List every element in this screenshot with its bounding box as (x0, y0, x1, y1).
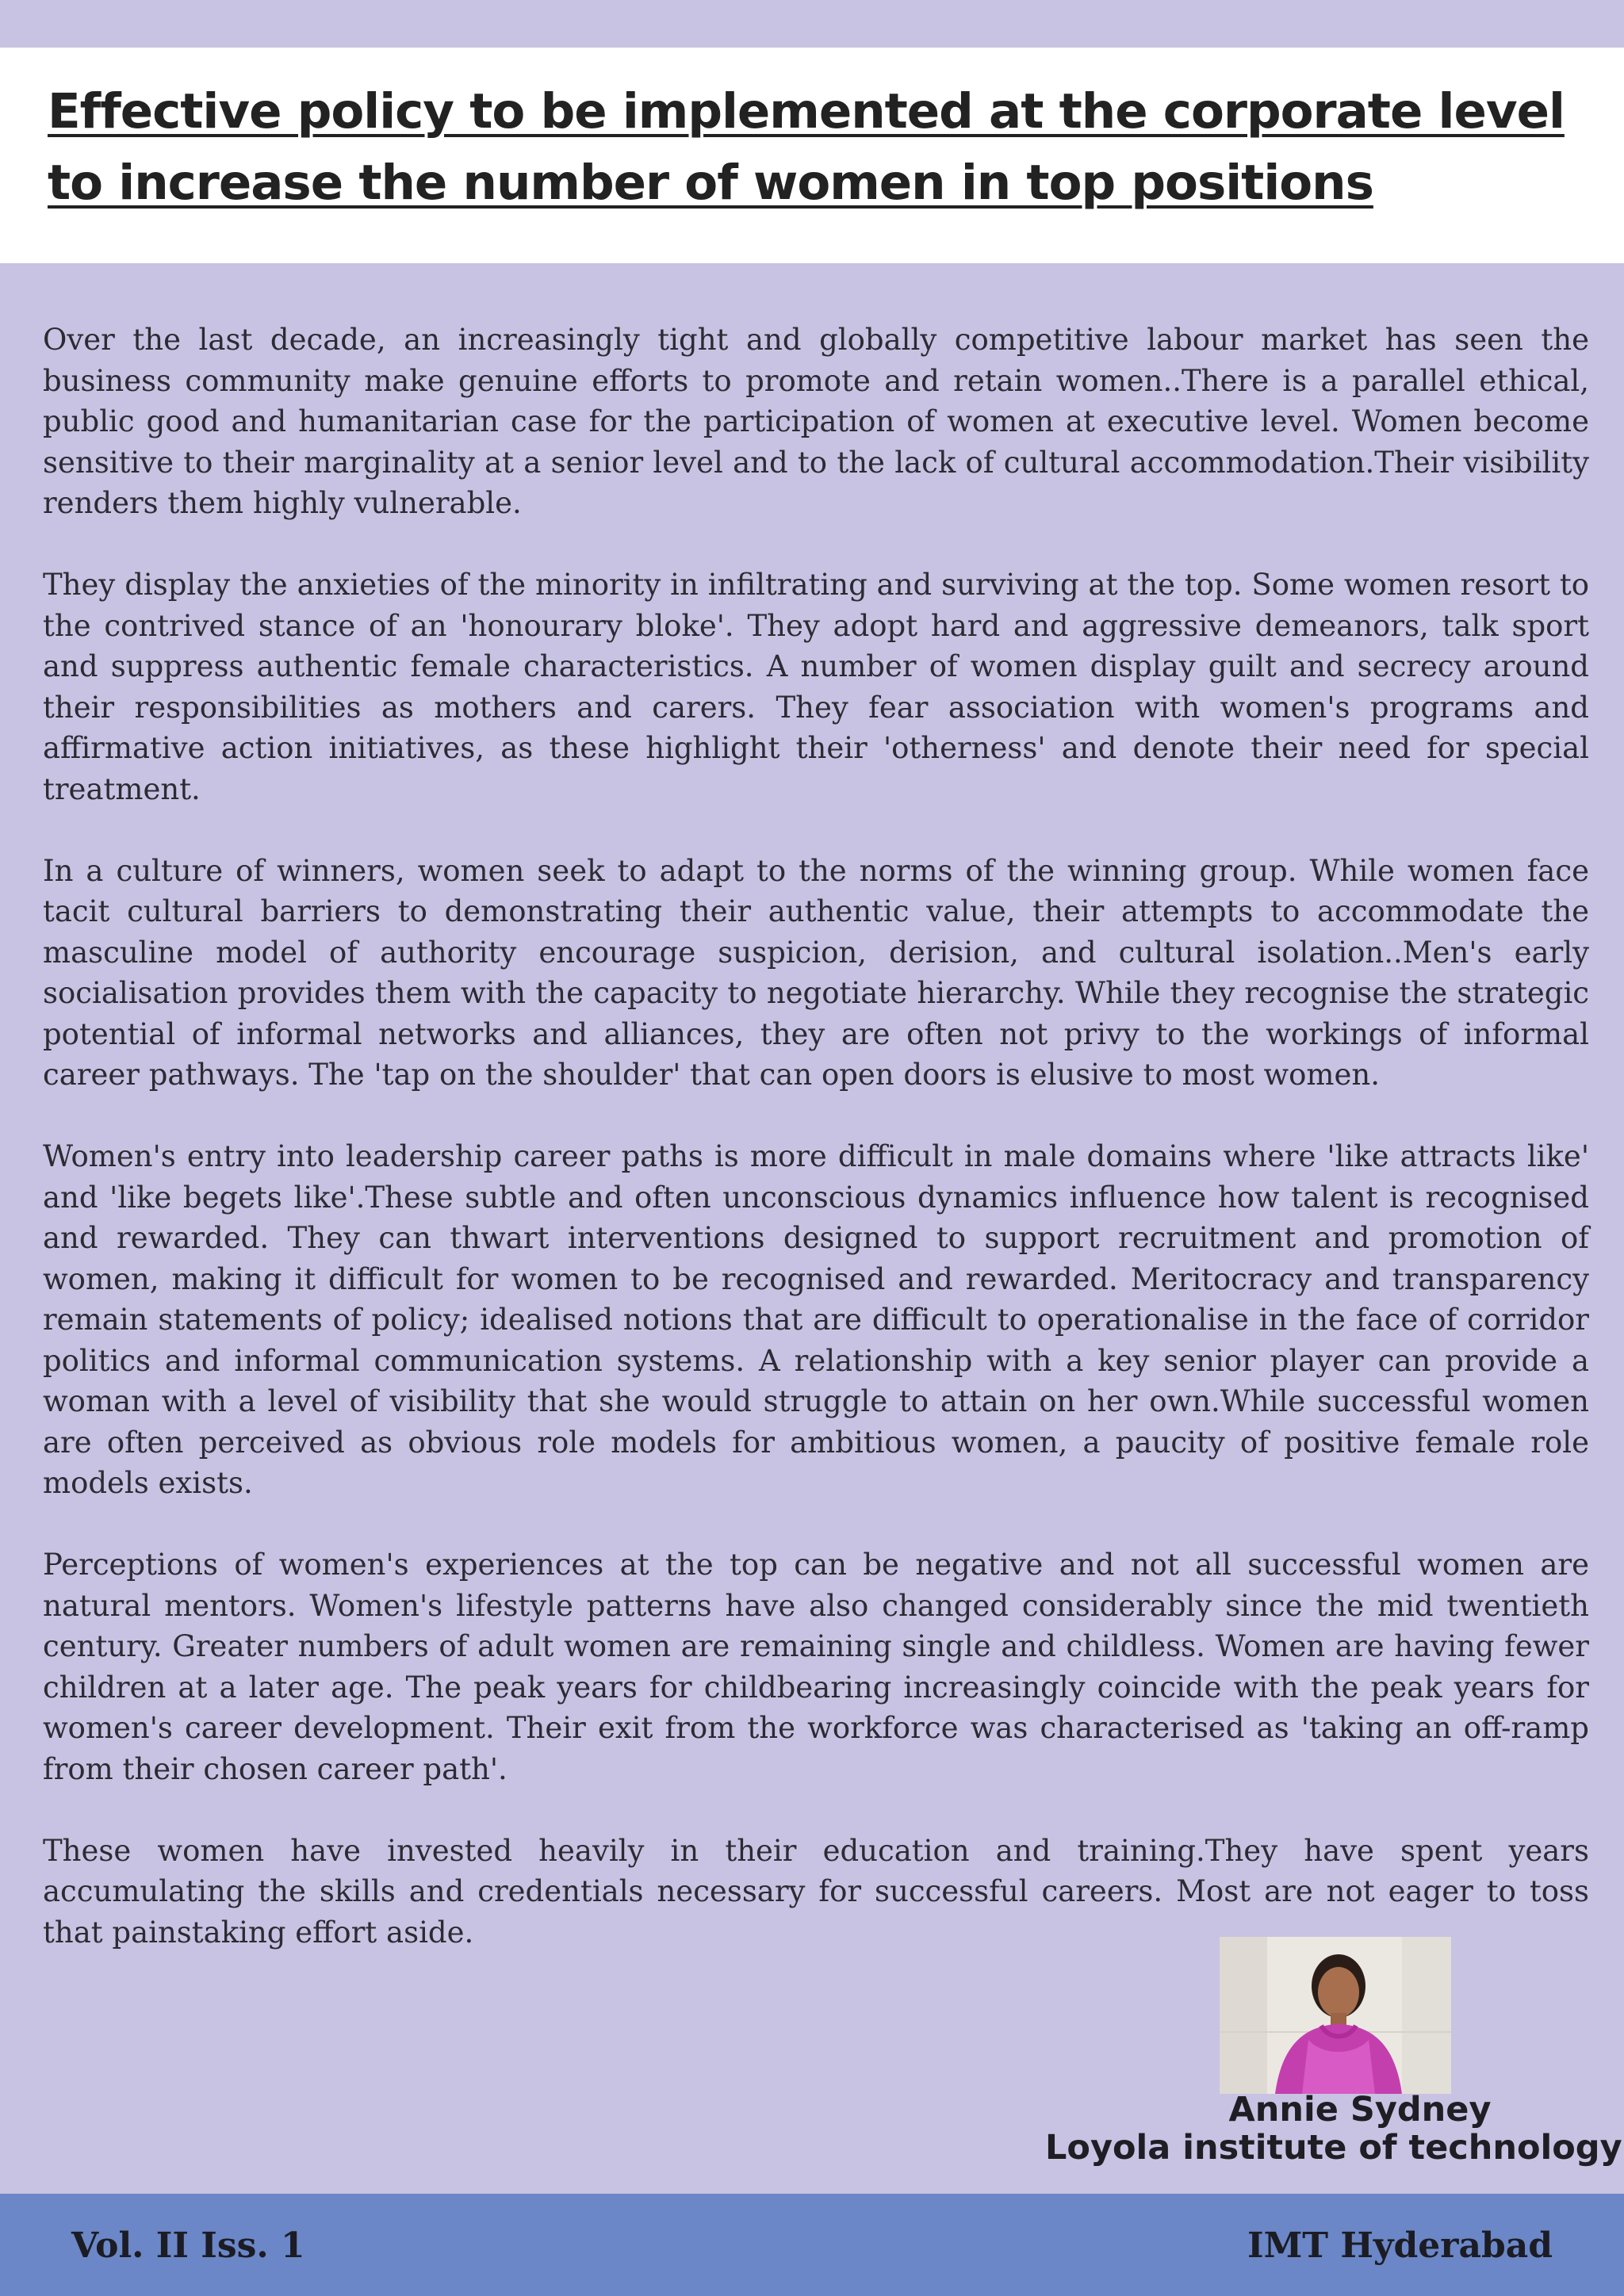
publisher-label: IMT Hyderabad (1247, 2225, 1553, 2266)
paragraph-1: Over the last decade, an increasingly tight and globally competitive labour market has seen the business community make genuine efforts to promote and retain women..There is a parallel ethical, public good and humanitarian case for the participation of women at executive level. Women become sensitive to their marginality at a senior level and to the lack of cultural accommodation.Their visibility renders them highly vulnerable. (43, 323, 1589, 520)
author-institution: Loyola institute of technology (1045, 2128, 1622, 2168)
article-body (43, 320, 1589, 1994)
paragraph-3: In a culture of winners, women seek to adapt to the norms of the winning group. While women face tacit cultural barriers to demonstrating their authentic value, their attempts to accommodate the masculine model of authority encourage suspicion, derision, and cultural isolation..Men's early socialisation provides them with the capacity to negotiate hierarchy. While they recognise the strategic potential of informal networks and alliances, they are often not privy to the workings of informal career pathways. The 'tap on the shoulder' that can open doors is elusive to most women. (43, 853, 1589, 1092)
paragraph-2: They display the anxieties of the minority in infiltrating and surviving at the top. Some women resort to the contrived stance of an 'honourary bloke'. They adopt hard and aggressive demeanors, talk sport and suppress authentic female characteristics. A number of women display guilt and secrecy around their responsibilities as mothers and carers. They fear association with women's programs and affirmative action initiatives, as these highlight their 'otherness' and denote their need for special treatment. (43, 568, 1589, 806)
footer-band (0, 2194, 1624, 2296)
paragraph-5: Perceptions of women's experiences at the top can be negative and not all successful women are natural mentors. Women's lifestyle patterns have also changed considerably since the mid twentieth century. Greater numbers of adult women are remaining single and childless. Women are having fewer children at a later age. The peak years for childbearing increasingly coincide with the peak years for women's career development. Their exit from the workforce was characterised as 'taking an off-ramp from their chosen career path'. (43, 1548, 1589, 1786)
paragraph-4: Women's entry into leadership career paths is more difficult in male domains where 'like attracts like' and 'like begets like'.These subtle and often unconscious dynamics influence how talent is recognised and rewarded. They can thwart interventions designed to support recruitment and promotion of women, making it difficult for women to be recognised and rewarded. Meritocracy and transparency remain statements of policy; idealised notions that are difficult to operationalise in the face of corridor politics and informal communication systems. A relationship with a key senior player can provide a woman with a level of visibility that she would struggle to attain on her own.While successful women are often perceived as obvious role models for ambitious women, a paucity of positive female role models exists. (43, 1139, 1589, 1500)
author-portrait-image (1220, 1937, 1451, 2094)
author-name (1047, 2090, 1624, 2130)
issue-label: Vol. II Iss. 1 (71, 2225, 305, 2266)
paragraph-6: These women have invested heavily in their education and training.They have spent years accumulating the skills and credentials necessary for successful careers. Most are not eager to toss that painstaking effort aside. (43, 1833, 1589, 1950)
title-band (0, 48, 1624, 263)
article-title: Effective policy to be implemented at the corporate level to increase the number of women in top positions (48, 83, 1565, 211)
author-name-text: Annie Sydney (1228, 2090, 1492, 2130)
author-photo (1220, 1937, 1451, 2094)
